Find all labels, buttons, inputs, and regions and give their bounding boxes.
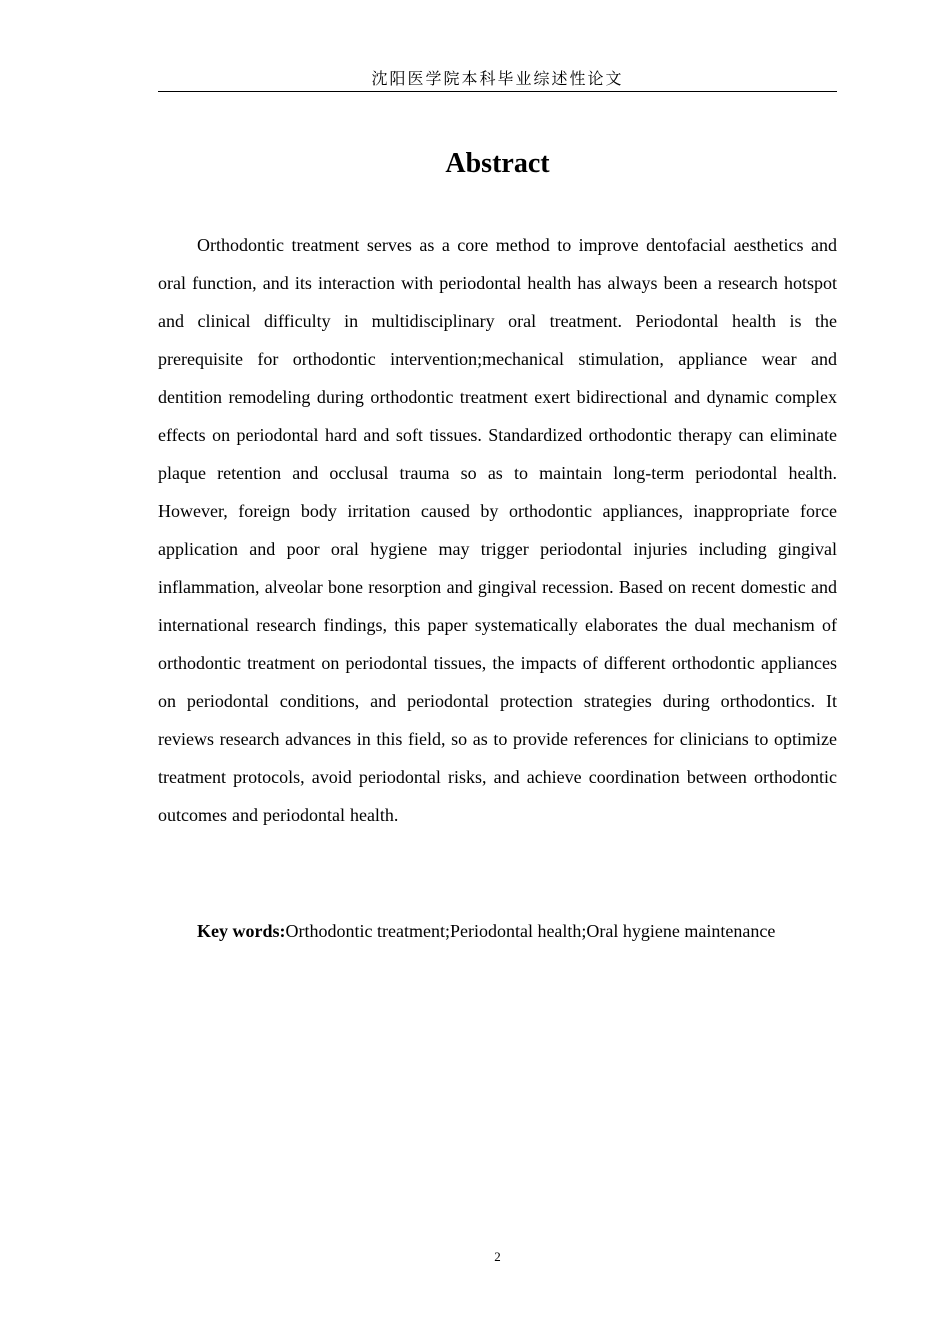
keywords-line	[158, 912, 837, 950]
page-number: 2	[494, 1249, 501, 1264]
abstract-title: Abstract	[445, 148, 550, 179]
abstract-body: Orthodontic treatment serves as a core method to improve dentofacial aesthetics and oral function, and its interaction with periodontal health has always been a research hotspot and clinical difficulty in multidisciplinary oral treatment. Periodontal health is the prerequisite for orthodontic intervention;mechanical stimulation, appliance wear and dentition remodeling during orthodontic treatment exert bidirectional and dynamic complex effects on periodontal hard and soft tissues. Standardized orthodontic therapy can eliminate plaque retention and occlusal trauma so as to maintain long-term periodontal health. However, foreign body irritation caused by orthodontic appliances, inappropriate force application and poor oral hygiene may trigger periodontal injuries including gingival inflammation, alveolar bone resorption and gingival recession. Based on recent domestic and international research findings, this paper systematically elaborates the dual mechanism of orthodontic treatment on periodontal tissues, the impacts of different orthodontic appliances on periodontal conditions, and periodontal protection strategies during orthodontics. It reviews research advances in this field, so as to provide references for clinicians to optimize treatment protocols, avoid periodontal risks, and achieve coordination between orthodontic outcomes and periodontal health.	[158, 235, 837, 825]
header-rule	[158, 91, 837, 92]
keywords-value: Orthodontic treatment;Periodontal health;Oral hygiene maintenance	[285, 921, 776, 941]
keywords-label: Key words:	[197, 921, 286, 941]
running-header: 沈阳医学院本科毕业综述性论文	[371, 69, 624, 88]
